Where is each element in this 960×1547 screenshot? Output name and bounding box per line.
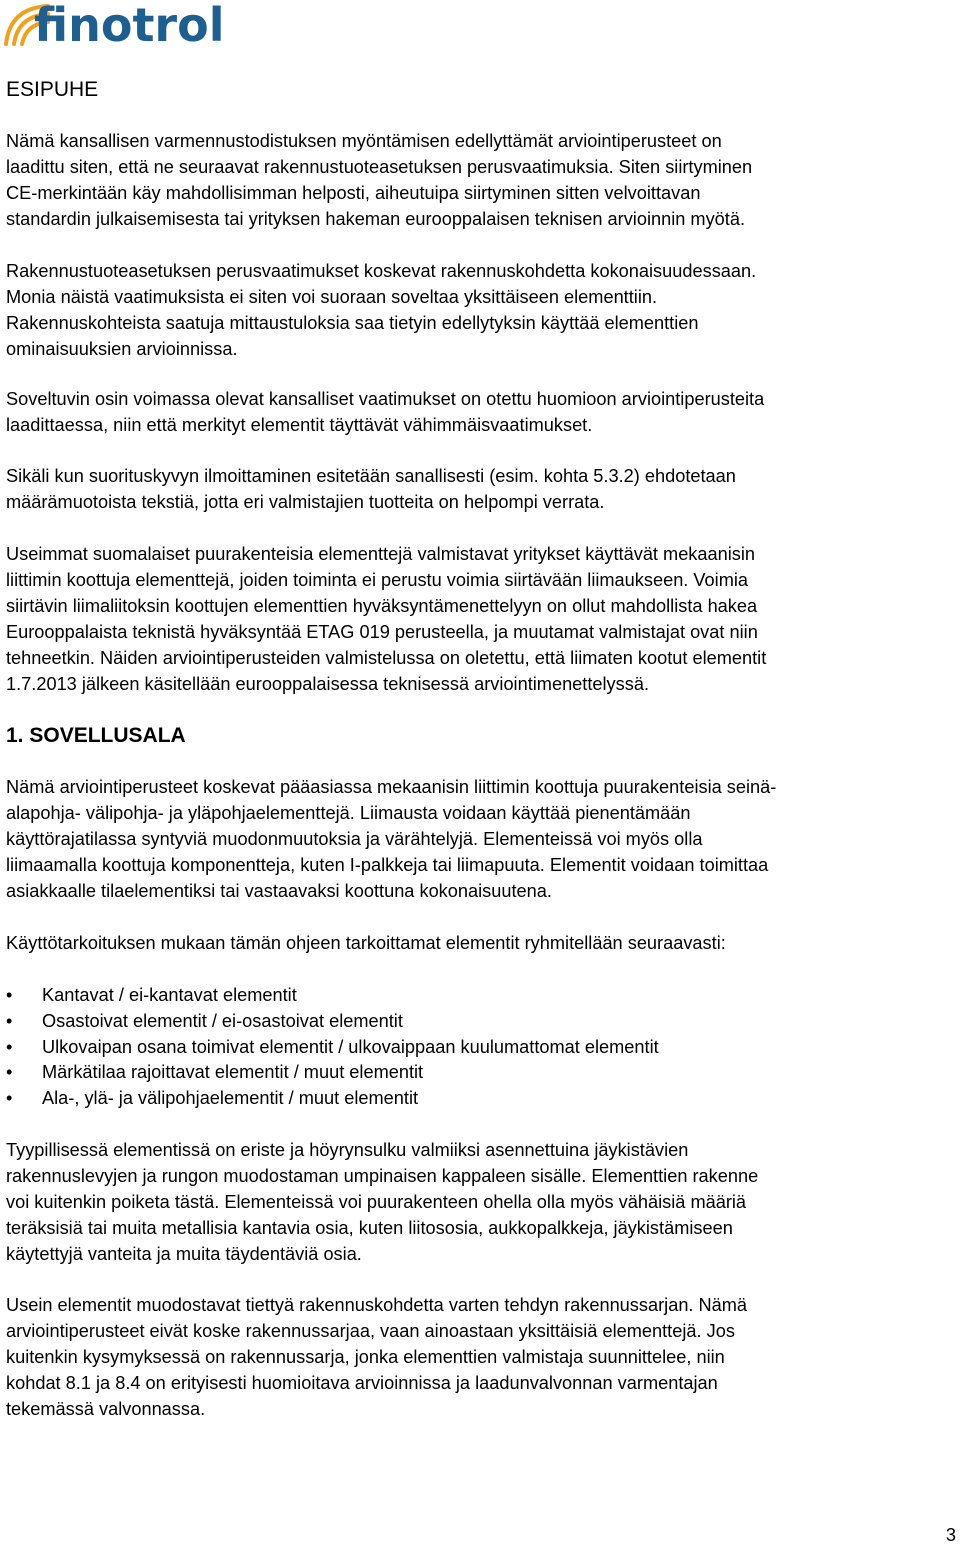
list-item xyxy=(0,1035,940,1061)
grouping-paragraph: Käyttötarkoituksen mukaan tämän ohjeen tarkoittamat elementit ryhmitellään seuraavasti: xyxy=(6,933,726,953)
finotrol-logo xyxy=(4,2,304,46)
finotrol-logo-graphic xyxy=(4,2,304,46)
list-item-text: Märkätilaa rajoittavat elementit / muut elementit xyxy=(42,1062,424,1083)
list-item xyxy=(0,1060,940,1086)
list-item xyxy=(0,1086,940,1112)
list-item-text: Kantavat / ei-kantavat elementit xyxy=(42,985,297,1005)
list-item-text: Ulkovaipan osana toimivat elementit / ulkovaippaan kuulumattomat elementit xyxy=(42,1036,659,1057)
bullet-icon: • xyxy=(6,1036,13,1057)
preface-paragraph-5: Useimmat suomalaiset puurakenteisia elementtejä valmistavat yritykset käyttävät mekaanisin liittimin koottuja elementtejä, joiden toiminta ei perustu voimia siirtävään liimaukseen. Voimia siirtävin liimaliitoksin koottujen elementtien hyväksyntämenettelyyn on ollut mahdollista hakea Eurooppalaista teknistä hyväksyntää ETAG 019 perusteella, ja muutamat valmistajat ovat niin tehneetkin. Näiden arviointiperusteiden valmistelussa on oletettu, että liimaten kootut elementit 1.7.2013 jälkeen käsitellään eurooppalaisessa teknisessä arviointimenettelyssä. xyxy=(6,544,767,694)
preface-heading: ESIPUHE xyxy=(6,78,99,101)
preface-paragraph-4: Sikäli kun suorituskyvyn ilmoittaminen esitetään sanallisesti (esim. kohta 5.3.2) ehdotetaan määrämuotoista tekstiä, jotta eri valmistajien tuotteita on helpompi verrata. xyxy=(6,466,736,512)
list-item xyxy=(0,1009,940,1035)
page-number: 3 xyxy=(945,1525,956,1545)
bullet-icon: • xyxy=(6,1010,13,1031)
list-item-text: Ala-, ylä- ja välipohjaelementit / muut elementit xyxy=(42,1088,419,1109)
bullet-icon: • xyxy=(6,985,13,1005)
building-series-paragraph: Usein elementit muodostavat tiettyä rakennuskohdetta varten tehdyn rakennussarjan. Nämä arviointiperusteet eivät koske rakennussarjaa, vaan ainoastaan yksittäisiä elementtejä. Jos kuitenkin kysymyksessä on rakennussarja, jonka elementtien valmistaja suunnittelee, niin kohdat 8.1 ja 8.4 on erityisesti huomioitava arvioinnissa ja laadunvalvonnan varmentajan tekemässä valvonnassa. xyxy=(6,1295,748,1419)
bullet-icon: • xyxy=(6,1062,13,1083)
preface-paragraph-3: Soveltuvin osin voimassa olevat kansalliset vaatimukset on otettu huomioon arviointiperusteita laadittaessa, niin että merkityt elementit täyttävät vähimmäisvaatimukset. xyxy=(6,389,765,435)
element-group-list xyxy=(0,983,940,1112)
list-item xyxy=(0,983,940,1009)
list-item-text: Osastoivat elementit / ei-osastoivat elementit xyxy=(42,1010,403,1031)
logo-wordmark: finotrol xyxy=(34,2,225,46)
section-heading-sovellusala: 1. SOVELLUSALA xyxy=(6,724,186,747)
preface-paragraph-1: Nämä kansallisen varmennustodistuksen myöntämisen edellyttämät arviointiperusteet on laadittu siten, että ne seuraavat rakennustuoteasetuksen perusvaatimuksia. Siten siirtyminen CE-merkintään käy mahdollisimman helposti, aiheutuipa siirtyminen sitten velvoittavan standardin julkaisemisesta tai yrityksen hakeman eurooppalaisen teknisen arvioinnin myötä. xyxy=(6,131,753,229)
preface-paragraph-2: Rakennustuoteasetuksen perusvaatimukset koskevat rakennuskohdetta kokonaisuudessaan. Monia näistä vaatimuksista ei siten voi suoraan soveltaa yksittäiseen elementtiin. Rakennuskohteista saatuja mittaustuloksia saa tietyin edellytyksin käyttää elementtien ominaisuuksien arvioinnissa. xyxy=(6,261,757,359)
scope-paragraph: Nämä arviointiperusteet koskevat pääasiassa mekaanisin liittimin koottuja puurakenteisia seinä- alapohja- välipohja- ja yläpohjaelementtejä. Liimausta voidaan käyttää pienentämään käyttörajatilassa syntyviä muodonmuutoksia ja värähtelyjä. Elementeissä voi myös olla liimaamalla koottuja komponentteja, kuten I-palkkeja tai liimapuuta. Elementit voidaan toimittaa asiakkaalle tilaelementiksi tai vastaavaksi koottuna kokonaisuutena. xyxy=(6,777,777,901)
bullet-icon: • xyxy=(6,1088,13,1109)
typical-element-paragraph: Tyypillisessä elementissä on eriste ja höyrynsulku valmiiksi asennettuina jäykistävien rakennuslevyjen ja rungon muodostaman umpinaisen kappaleen sisälle. Elementtien rakenne voi kuitenkin poiketa tästä. Elementeissä voi puurakenteen ohella olla myös vähäisiä määriä teräksisiä tai muita metallisia kantavia osia, kuten liitososia, aukkopalkkeja, jäykistämiseen käytettyjä vanteita ja muita täydentäviä osia. xyxy=(6,1140,759,1264)
